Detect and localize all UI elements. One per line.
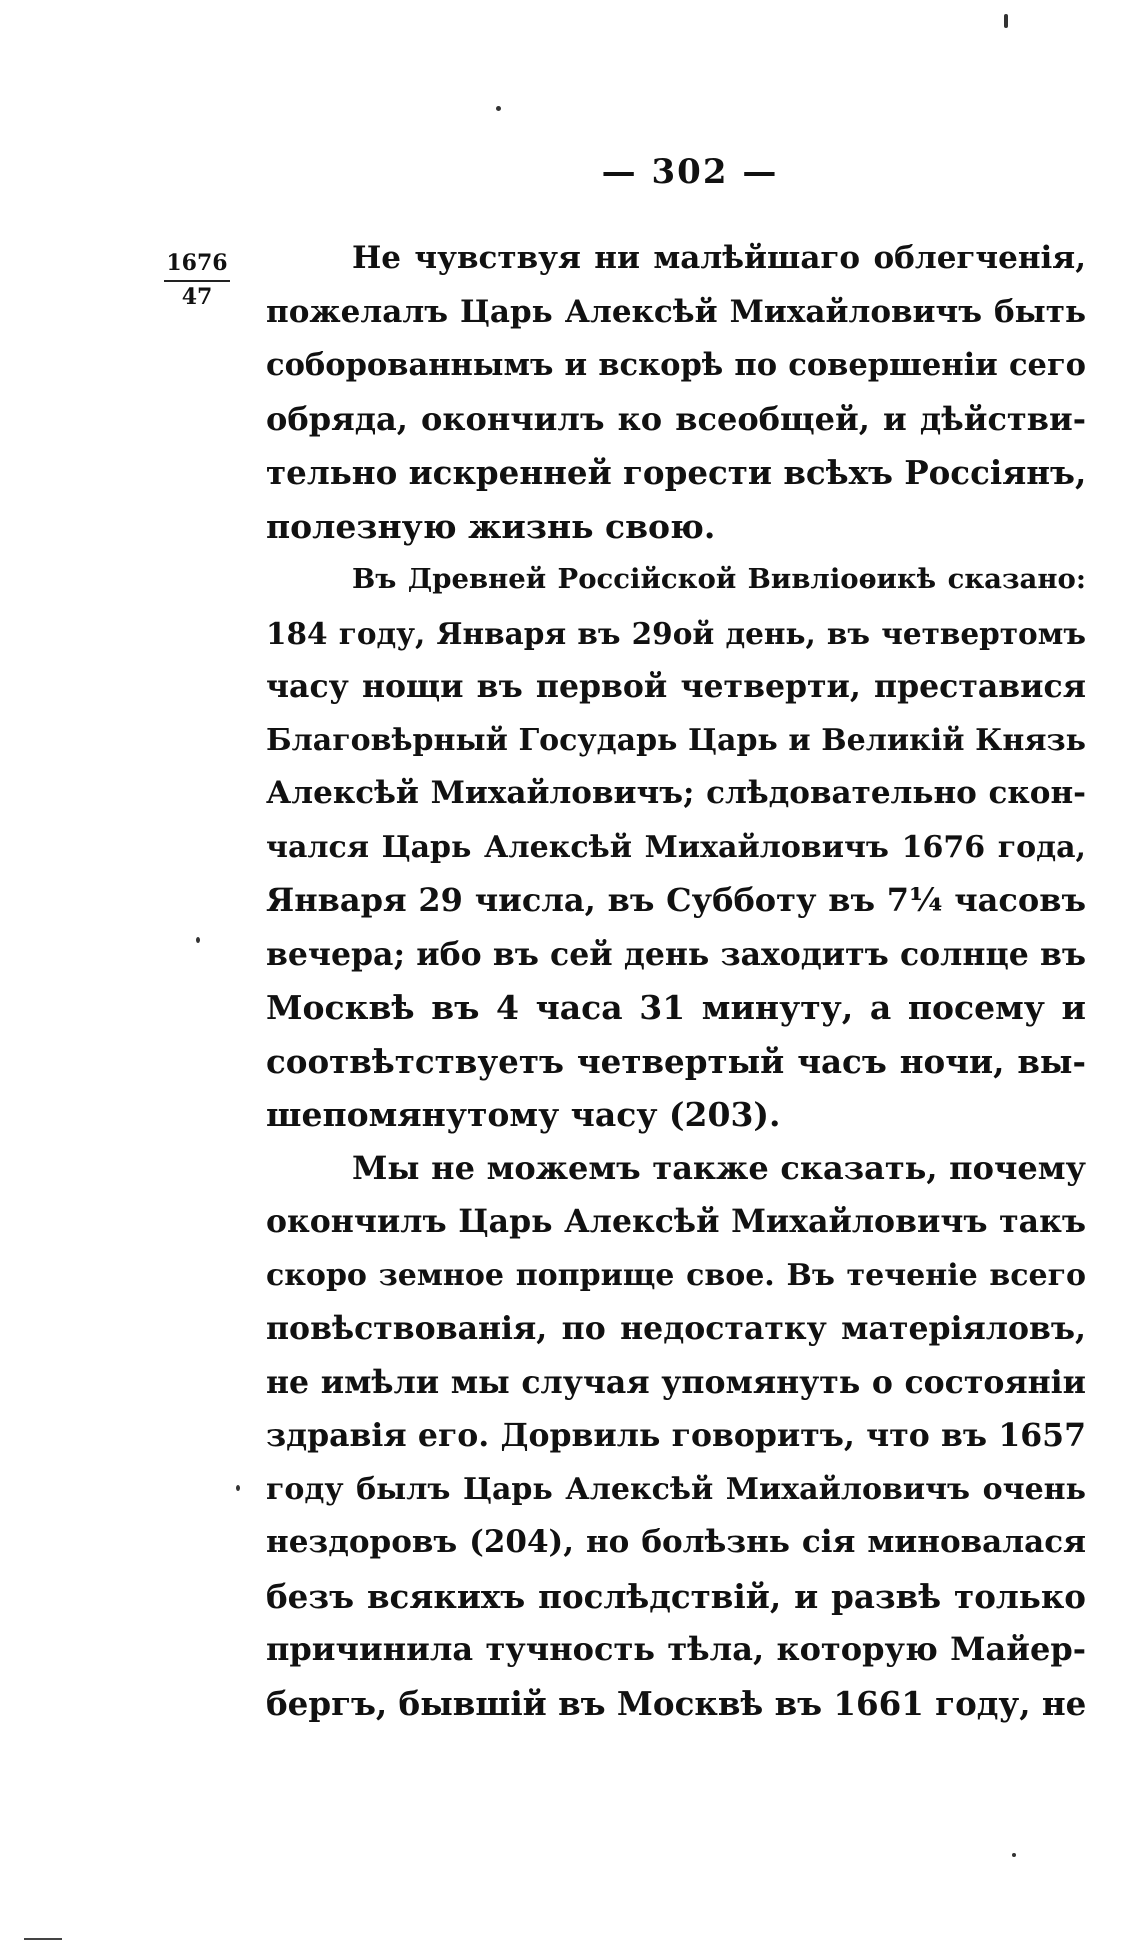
text-line: скоро земное поприще свое. Въ теченіе всего bbox=[266, 1257, 1086, 1293]
text-line: нездоровъ (204), но болѣзнь сія миновалася bbox=[266, 1524, 1086, 1560]
page-number: — 302 — bbox=[601, 152, 779, 192]
text-line: соборованнымъ и вскорѣ по совершеніи сего bbox=[266, 347, 1086, 383]
text-line: причинила тучность тѣла, которую Майер- bbox=[266, 1630, 1086, 1668]
text-line: Января 29 числа, въ Субботу въ 7¼ часовъ bbox=[266, 881, 1086, 919]
margin-note-year: 1676 bbox=[164, 250, 230, 282]
text-line: тельно искренней горести всѣхъ Россіянъ, bbox=[266, 453, 1087, 492]
text-line: обряда, окончилъ ко всеобщей, и дѣйстви- bbox=[266, 399, 1086, 438]
text-line: шепомянутому часу (203). bbox=[266, 1095, 781, 1134]
text-line: Мы не можемъ также сказать, почему bbox=[352, 1148, 1086, 1187]
text-line: 184 году, Января въ 29ой день, въ четвертомъ bbox=[266, 615, 1086, 651]
text-line: соотвѣтствуетъ четвертый часъ ночи, вы- bbox=[266, 1041, 1086, 1081]
scan-speck bbox=[1004, 14, 1008, 28]
text-line: Благовѣрный Государь Царь и Великій Князь bbox=[266, 722, 1086, 758]
scan-speck bbox=[196, 937, 200, 943]
text-line: окончилъ Царь Алексѣй Михайловичъ такъ bbox=[266, 1203, 1086, 1240]
scan-speck bbox=[1012, 1853, 1016, 1857]
text-line: безъ всякихъ послѣдствій, и развѣ только bbox=[266, 1576, 1086, 1616]
text-line: часу нощи въ первой четверти, преставися bbox=[266, 668, 1086, 705]
scan-speck bbox=[24, 1938, 62, 1940]
text-line: Въ Древней Россійской Вивліоѳикѣ сказано: bbox=[352, 563, 1086, 595]
text-line: вечера; ибо въ сей день заходитъ солнце въ bbox=[266, 935, 1086, 973]
text-line: не имѣли мы случая упомянуть о состояніи bbox=[266, 1363, 1086, 1401]
text-line: здравія его. Дорвиль говоритъ, что въ 1657 bbox=[266, 1417, 1086, 1454]
text-line: Не чувствуя ни малѣйшаго облегченія, bbox=[352, 240, 1086, 276]
text-line: повѣствованія, по недостатку матеріяловъ, bbox=[266, 1310, 1086, 1347]
text-line: чался Царь Алексѣй Михайловичъ 1676 года, bbox=[266, 829, 1086, 865]
body-text bbox=[266, 232, 1086, 1730]
text-line: бергъ, бывшій въ Москвѣ въ 1661 году, не bbox=[266, 1683, 1087, 1723]
text-line: Алексѣй Михайловичъ; слѣдовательно скон- bbox=[266, 775, 1086, 811]
text-line: пожелалъ Царь Алексѣй Михайловичъ быть bbox=[266, 293, 1086, 330]
margin-year-note bbox=[164, 250, 230, 311]
text-line: году былъ Царь Алексѣй Михайловичъ очень bbox=[266, 1471, 1086, 1507]
scan-speck bbox=[496, 106, 501, 111]
text-line: полезную жизнь свою. bbox=[266, 506, 716, 546]
scan-speck bbox=[236, 1485, 240, 1491]
margin-note-sub: 47 bbox=[181, 283, 213, 310]
text-line: Москвѣ въ 4 часа 31 минуту, а посему и bbox=[266, 988, 1086, 1027]
